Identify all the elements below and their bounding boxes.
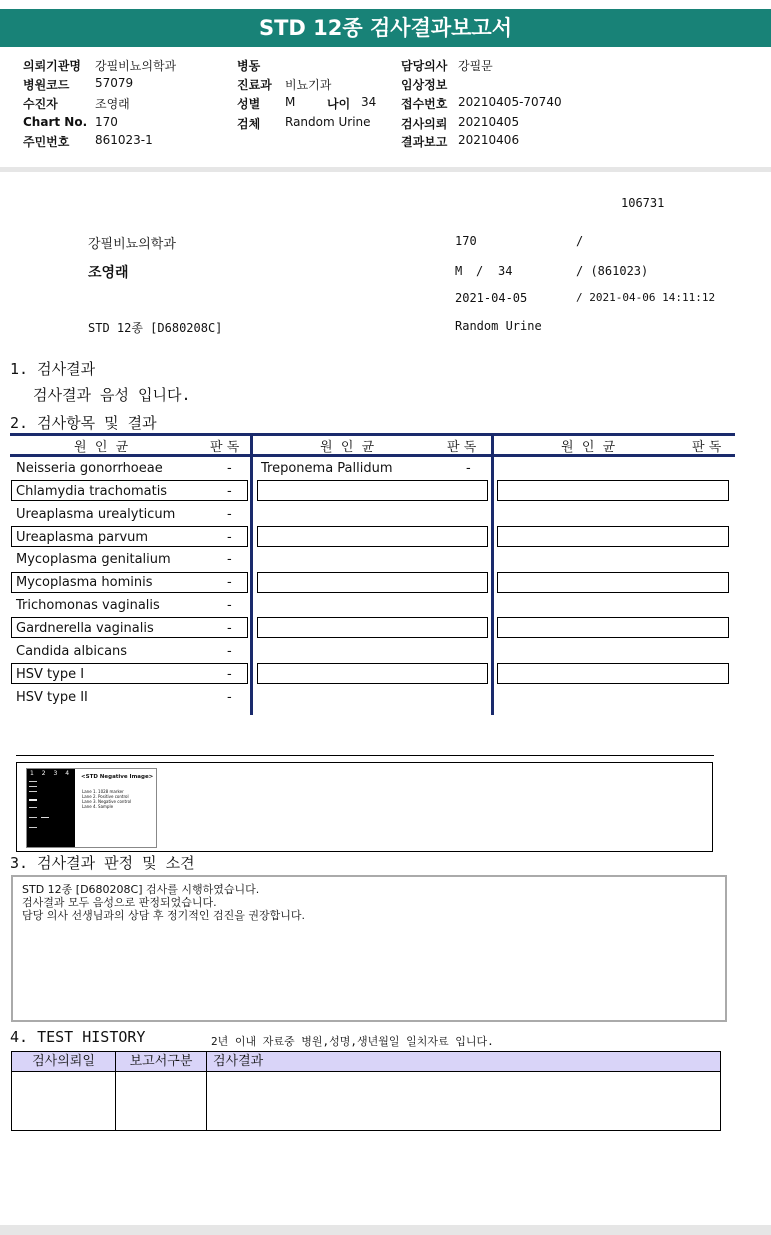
gel-band (29, 781, 37, 782)
pathogen-name: Neisseria gonorrhoeae (16, 461, 163, 476)
pathogen-name: Chlamydia trachomatis (16, 484, 168, 499)
lane-number: 4 (65, 770, 70, 777)
pathogen-result: - (227, 644, 232, 659)
pathogen-name: Ureaplasma parvum (16, 530, 149, 545)
opinion-box (11, 875, 727, 1022)
summary-slash-mid: / (476, 264, 484, 278)
ward-label: 병동 (237, 59, 261, 73)
row-box (257, 572, 488, 593)
pathogen-result: - (227, 507, 232, 522)
hospital-code-label: 병원코드 (23, 78, 70, 92)
pathogen-name: Mycoplasma hominis (16, 575, 153, 590)
specimen-value: Random Urine (285, 115, 371, 129)
gel-band (29, 799, 37, 801)
receipt-no-value: 20210405-70740 (458, 95, 562, 109)
gel-lane-numbers (30, 770, 74, 777)
pathogen-name: Gardnerella vaginalis (16, 621, 154, 636)
section1-result: 검사결과 음성 입니다. (33, 386, 191, 404)
col2-pathogen-header: 원 인 균 (320, 440, 375, 455)
gel-legend-line: Lane 2. Positive control (82, 794, 129, 799)
report-date-label: 결과보고 (401, 135, 448, 149)
history-col-report-type: 보고서구분 (116, 1052, 207, 1072)
row-box (497, 663, 729, 684)
gel-legend-title: <STD Negative Image> (81, 774, 154, 780)
age-label: 나이 (327, 97, 351, 111)
gel-image (26, 768, 157, 848)
history-cell (12, 1072, 116, 1131)
pathogen-name: HSV type II (16, 690, 88, 705)
opinion-line: 검사결과 모두 음성으로 판정되었습니다. (22, 896, 217, 909)
gel-legend-line: Lane 3. Negative control (82, 799, 132, 804)
hospital-code-value: 57079 (95, 76, 134, 90)
col1-pathogen-header: 원 인 균 (74, 440, 129, 455)
pathogen-name: Candida albicans (16, 644, 128, 659)
sex-value: M (285, 95, 296, 109)
report-title: STD 12종 검사결과보고서 (0, 9, 771, 47)
history-empty-row (12, 1072, 721, 1131)
row-box (257, 617, 488, 638)
department-value: 비뇨기과 (285, 78, 332, 92)
results-col-divider-1 (250, 433, 253, 715)
pathogen-result: - (466, 461, 471, 476)
col3-judgment-header: 판 독 (692, 440, 722, 455)
opinion-line: STD 12종 [D680208C] 검사를 시행하였습니다. (22, 883, 260, 896)
gel-photo (27, 769, 75, 847)
row-box (497, 526, 729, 547)
pathogen-name: Mycoplasma genitalium (16, 552, 171, 567)
lane-number: 2 (41, 770, 46, 777)
history-table (11, 1051, 721, 1131)
pathogen-result: - (227, 461, 232, 476)
pathogen-result: - (227, 484, 232, 499)
col1-judgment-header: 판 독 (210, 440, 240, 455)
summary-age: 34 (498, 264, 513, 278)
pathogen-result: - (227, 530, 232, 545)
age-value: 34 (361, 95, 377, 109)
history-cell (207, 1072, 721, 1131)
row-box (257, 480, 488, 501)
chart-no-label: Chart No. (23, 115, 88, 129)
row-box (257, 663, 488, 684)
summary-request-date: 2021-04-05 (455, 291, 528, 305)
gel-band (29, 817, 37, 818)
col2-judgment-header: 판 독 (447, 440, 477, 455)
summary-slash: / (576, 234, 584, 248)
request-date-label: 검사의뢰 (401, 117, 448, 131)
department-label: 진료과 (237, 78, 272, 92)
summary-name: 조영래 (88, 265, 129, 281)
sex-label: 성별 (237, 97, 261, 111)
gel-band (29, 791, 37, 792)
history-col-result: 검사결과 (207, 1052, 721, 1072)
summary-report-datetime: / 2021-04-06 14:11:12 (576, 291, 716, 304)
pathogen-result: - (227, 667, 232, 682)
pathogen-name: Trichomonas vaginalis (16, 598, 160, 613)
lane-number: 1 (30, 770, 34, 777)
pathogen-result: - (227, 621, 232, 636)
pathogen-name: HSV type I (16, 667, 85, 682)
history-col-request-date: 검사의뢰일 (12, 1052, 116, 1072)
pathogen-name: Ureaplasma urealyticum (16, 507, 176, 522)
gel-band (41, 817, 49, 818)
pathogen-result: - (227, 575, 232, 590)
row-box (497, 480, 729, 501)
opinion-line: 담당 의사 선생님과의 상담 후 정기적인 검진을 권장합니다. (22, 909, 305, 922)
pathogen-result: - (227, 690, 232, 705)
row-box (497, 617, 729, 638)
receipt-no-label: 접수번호 (401, 97, 448, 111)
report-number: 106731 (621, 196, 665, 210)
clinical-info-label: 임상정보 (401, 78, 448, 92)
recipient-label: 수진자 (23, 97, 58, 111)
pathogen-name: Treponema Pallidum (261, 461, 393, 476)
gel-band (29, 827, 37, 828)
pathogen-result: - (227, 552, 232, 567)
history-cell (116, 1072, 207, 1131)
section3-title: 3. 검사결과 판정 및 소견 (10, 854, 195, 872)
request-date-value: 20210405 (458, 115, 520, 129)
gel-band (29, 807, 37, 808)
specimen-label: 검체 (237, 117, 261, 131)
doctor-label: 담당의사 (401, 59, 448, 73)
resident-no-label: 주민번호 (23, 135, 70, 149)
summary-specimen: Random Urine (455, 319, 542, 333)
gel-legend (82, 789, 131, 809)
summary-test-name: STD 12종 [D680208C] (88, 321, 223, 335)
section2-title: 2. 검사항목 및 결과 (10, 414, 157, 432)
lane-number: 3 (53, 770, 58, 777)
col3-pathogen-header: 원 인 균 (561, 440, 616, 455)
gel-top-line (16, 755, 714, 756)
history-header-row (12, 1052, 721, 1072)
doctor-value: 강필문 (458, 59, 493, 73)
pathogen-result: - (227, 598, 232, 613)
summary-birth: / (861023) (576, 264, 649, 278)
report-date-value: 20210406 (458, 133, 520, 147)
results-col-divider-2 (491, 433, 494, 715)
gel-legend-line: Lane 4. Sample (82, 804, 114, 809)
resident-no-value: 861023-1 (95, 133, 153, 147)
section1-title: 1. 검사결과 (10, 360, 96, 378)
chart-no-value: 170 (95, 115, 118, 129)
row-box (497, 572, 729, 593)
summary-chart: 170 (455, 234, 477, 248)
section4-title: 4. TEST HISTORY (10, 1028, 146, 1046)
footer-divider (0, 1225, 771, 1235)
gel-band (29, 786, 37, 787)
header-divider (0, 167, 771, 172)
gel-legend-line: Lane 1. 1028 marker (82, 789, 124, 794)
row-box (257, 526, 488, 547)
recipient-value: 조영래 (95, 97, 130, 111)
summary-sex: M (455, 264, 463, 278)
institution-value: 강필비뇨의학과 (95, 59, 177, 73)
summary-institution: 강필비뇨의학과 (88, 237, 176, 252)
history-note: 2년 이내 자료중 병원,성명,생년월일 일치자료 입니다. (211, 1035, 494, 1048)
institution-label: 의뢰기관명 (23, 59, 81, 73)
